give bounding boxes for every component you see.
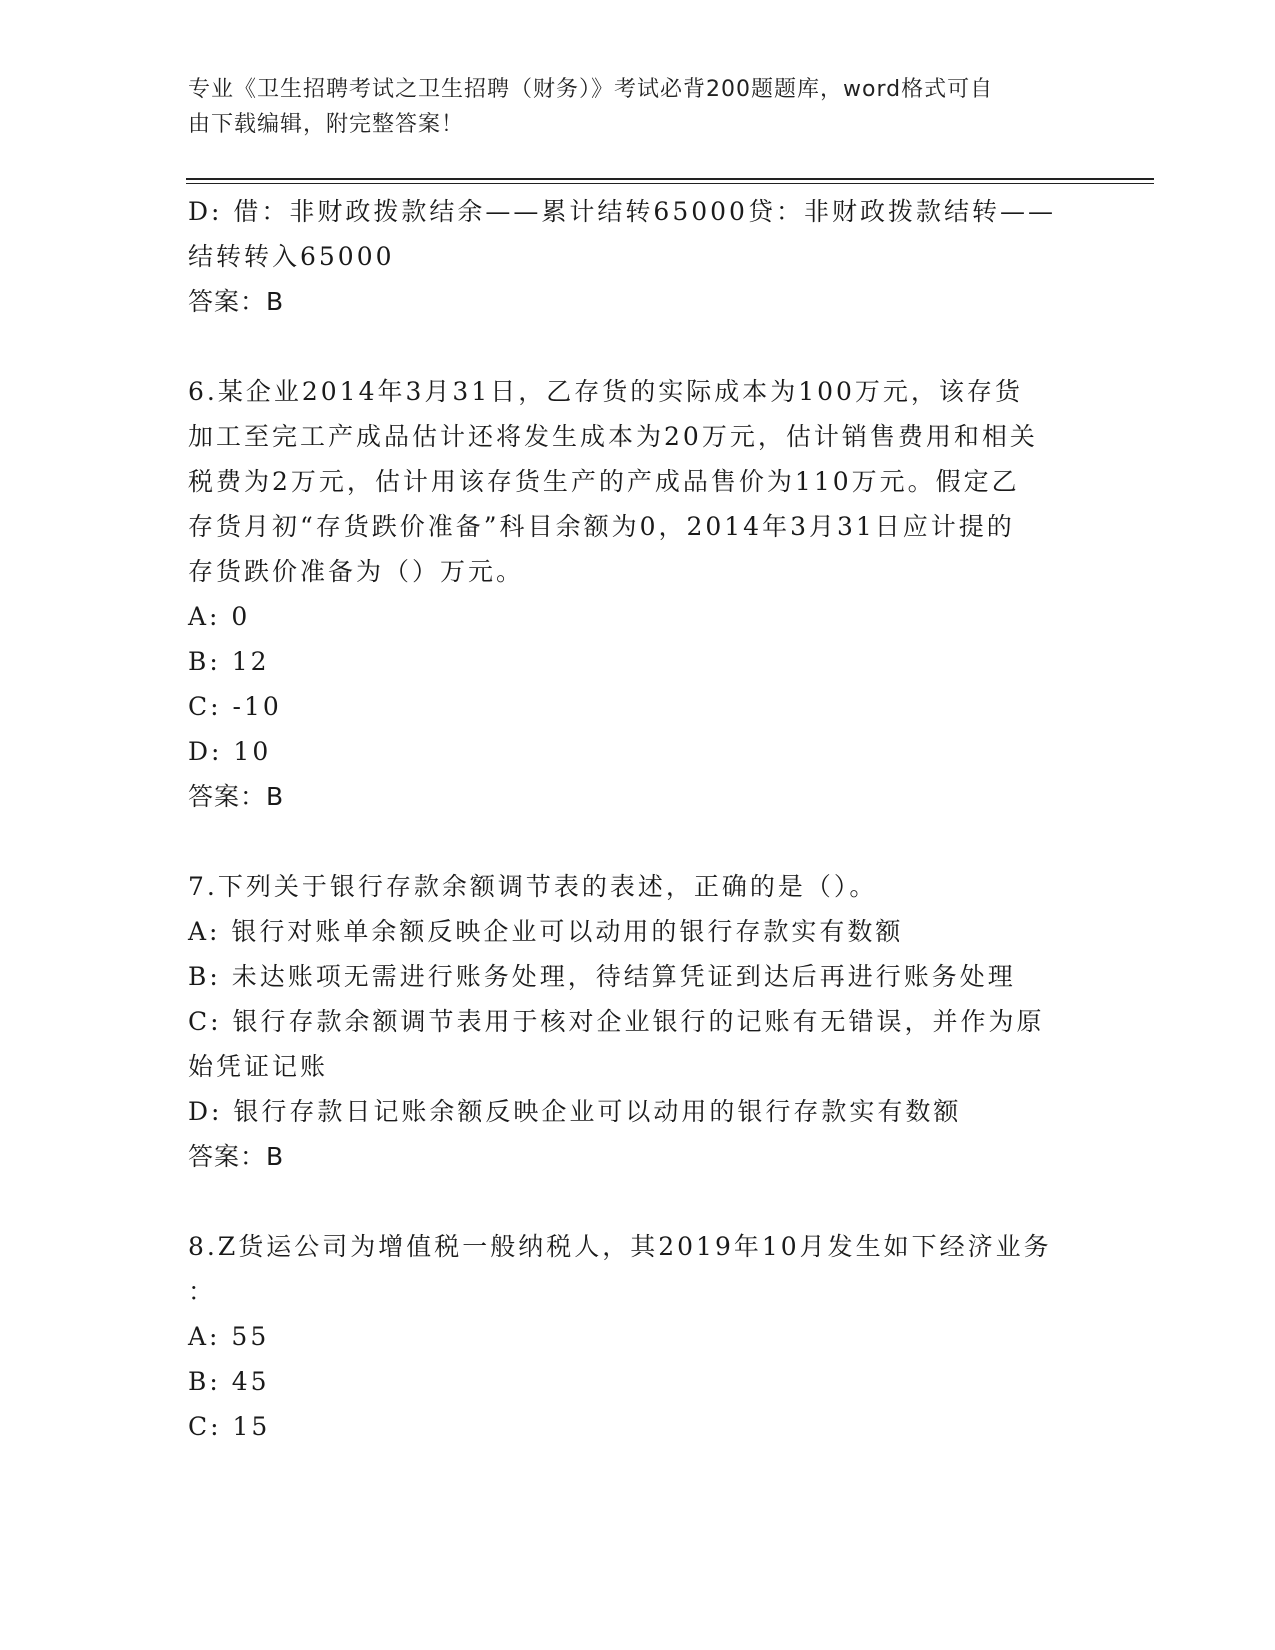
header-title-line-1: 专业《卫生招聘考试之卫生招聘（财务）》考试必背200题题库，word格式可自 [188, 77, 994, 102]
q7-answer: 答案：B [188, 1142, 285, 1171]
q6-stem-line-1: 6.某企业2014年3月31日，乙存货的实际成本为100万元，该存货 [188, 377, 1023, 406]
q7-option-d: D: 银行存款日记账余额反映企业可以动用的银行存款实有数额 [188, 1097, 962, 1126]
header-divider-thin [186, 183, 1154, 184]
question-6 [188, 369, 1078, 819]
q8-stem-line-2: ： [188, 1277, 217, 1306]
q8-stem-line-1: 8.Z货运公司为增值税一般纳税人，其2019年10月发生如下经济业务 [188, 1232, 1052, 1261]
header-divider-thick [186, 178, 1154, 180]
q6-option-c: C: -10 [188, 692, 282, 721]
question-7 [188, 864, 1078, 1179]
q5-answer: 答案：B [188, 287, 285, 316]
q6-option-b: B: 12 [188, 647, 270, 676]
q5-option-d-line-1: D: 借：非财政拨款结余——累计结转65000贷：非财政拨款结转—— [188, 197, 1056, 226]
question-content [188, 189, 1078, 1449]
q8-option-b: B: 45 [188, 1367, 270, 1396]
document-header [188, 72, 1068, 142]
q6-option-a: A: 0 [188, 602, 251, 631]
q6-stem-line-5: 存货跌价准备为（）万元。 [188, 557, 525, 586]
q5-option-d-line-2: 结转转入65000 [188, 242, 395, 271]
q6-stem-line-3: 税费为2万元，估计用该存货生产的产成品售价为110万元。假定乙 [188, 467, 1020, 496]
q7-stem-line-1: 7.下列关于银行存款余额调节表的表述，正确的是（）。 [188, 872, 878, 901]
q6-stem-line-4: 存货月初“存货跌价准备”科目余额为0，2014年3月31日应计提的 [188, 512, 1015, 541]
q6-option-d: D: 10 [188, 737, 272, 766]
question-8 [188, 1224, 1078, 1449]
q6-answer: 答案：B [188, 782, 285, 811]
spacer [188, 324, 1078, 369]
q8-option-c: C: 15 [188, 1412, 271, 1441]
q7-option-c-line-1: C: 银行存款余额调节表用于核对企业银行的记账有无错误，并作为原 [188, 1007, 1045, 1036]
q7-option-c-line-2: 始凭证记账 [188, 1052, 329, 1081]
q8-option-a: A: 55 [188, 1322, 270, 1351]
q7-option-a: A: 银行对账单余额反映企业可以动用的银行存款实有数额 [188, 917, 904, 946]
header-title-line-2: 由下载编辑，附完整答案！ [188, 112, 465, 137]
spacer [188, 819, 1078, 864]
q6-stem-line-2: 加工至完工产成品估计还将发生成本为20万元，估计销售费用和相关 [188, 422, 1038, 451]
q7-option-b: B: 未达账项无需进行账务处理，待结算凭证到达后再进行账务处理 [188, 962, 1016, 991]
question-5-tail [188, 189, 1078, 324]
spacer [188, 1179, 1078, 1224]
